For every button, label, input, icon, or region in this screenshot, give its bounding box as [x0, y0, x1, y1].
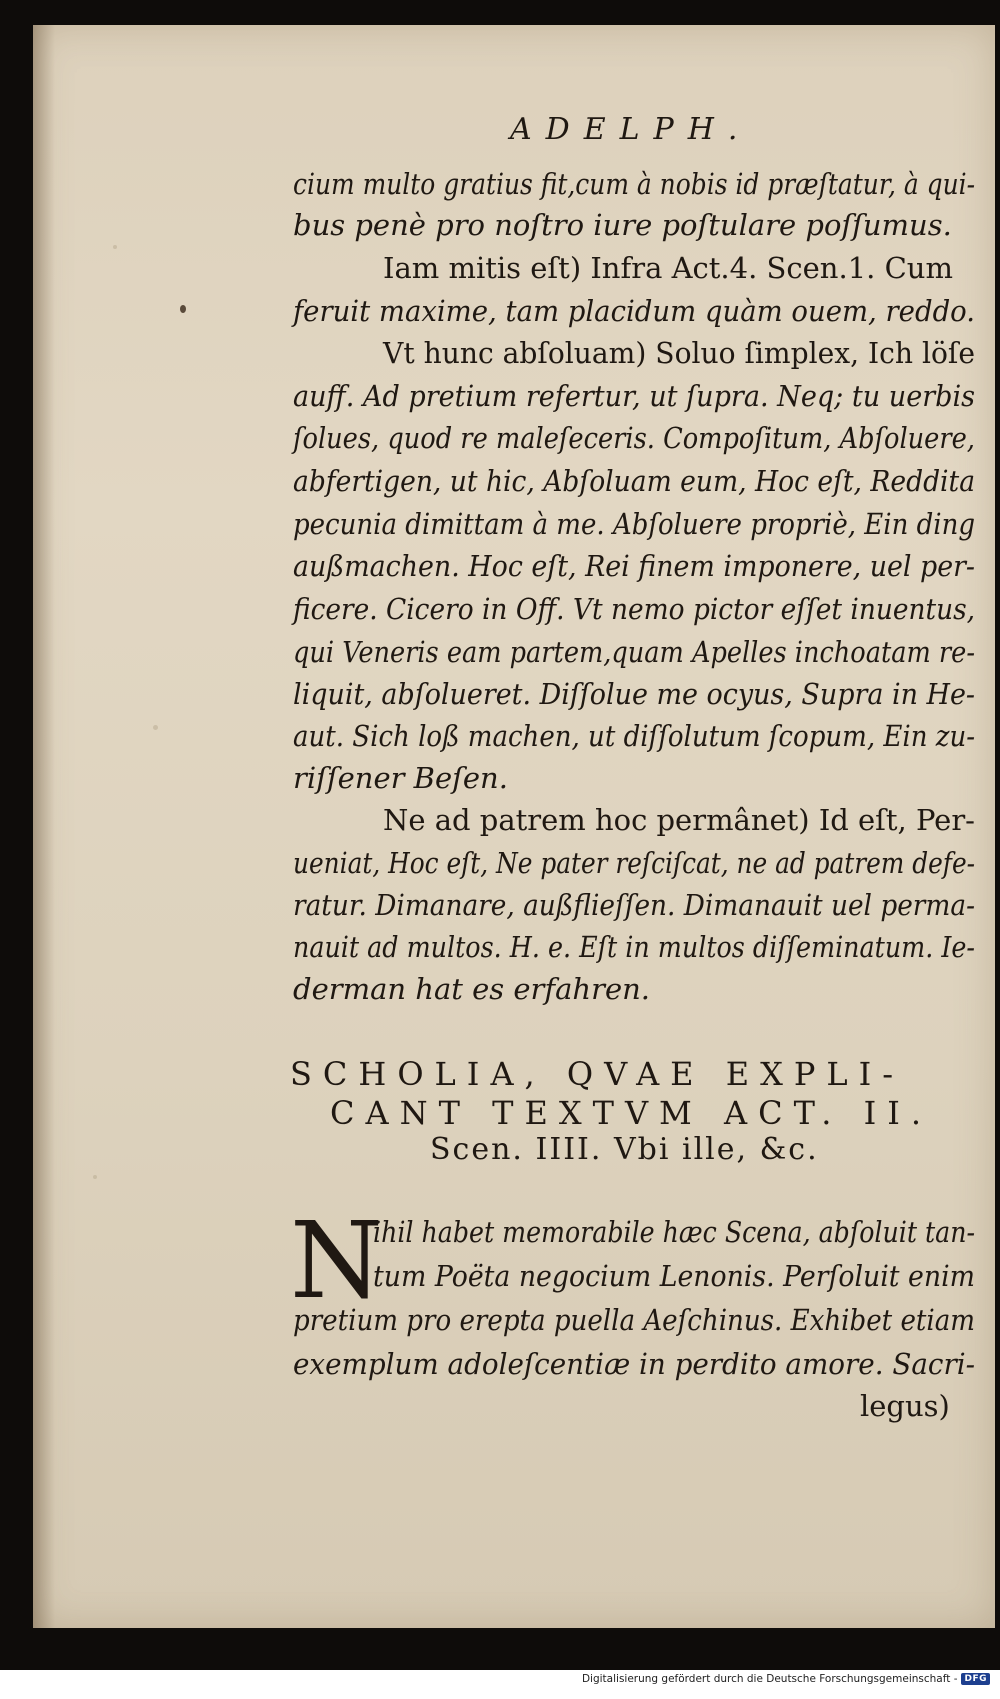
text-line: liquit, abſolueret. Diſſolue me ocyus, Supra in He-	[293, 677, 976, 711]
text-line: ficere. Cicero in Off. Vt nemo pictor eſſet inuentus,	[293, 592, 976, 626]
text-line: riſſener Beſen.	[293, 761, 508, 795]
text-line: Iam mitis eſt) Infra Act.4. Scen.1. Cum	[383, 251, 953, 285]
paper-speck	[93, 1175, 97, 1179]
text-line: nauit ad multos. H. e. Eſt in multos diſſeminatum. Ie-	[293, 930, 975, 964]
text-line: auff. Ad pretium refertur, ut ſupra. Neq; tu uerbis	[293, 379, 976, 413]
text-line: feruit maxime, tam placidum quàm ouem, reddo.	[293, 294, 975, 328]
running-head: ADELPH.	[510, 112, 752, 147]
section-heading-line: SCHOLIA, QVAE EXPLI-	[290, 1055, 905, 1093]
text-line: aut. Sich loß machen, ut diſſolutum ſcopum, Ein zu-	[293, 719, 976, 753]
section-heading-line: Scen. IIII. Vbi ille, &c.	[430, 1132, 819, 1167]
paper-speck	[153, 725, 158, 730]
text-line: ueniat, Hoc eſt, Ne pater reſciſcat, ne ad patrem defe-	[293, 846, 976, 880]
dfg-logo: DFG	[961, 1673, 990, 1685]
text-line: cium multo gratius fit,cum à nobis id præſtatur, à qui-	[293, 167, 976, 201]
catchword: legus)	[860, 1389, 950, 1423]
digitization-credit	[582, 1673, 990, 1685]
text-line: abfertigen, ut hic, Abſoluam eum, Hoc eſt, Reddita	[293, 464, 976, 498]
text-line: qui Veneris eam partem,quam Apelles inchoatam re-	[293, 635, 975, 669]
text-line: pretium pro erepta puella Aeſchinus. Exhibet etiam	[293, 1303, 976, 1337]
text-line: Ne ad patrem hoc permânet) Id eſt, Per-	[383, 803, 975, 837]
text-line: bus penè pro noſtro iure poſtulare poſſumus.	[293, 208, 952, 242]
text-line: ratur. Dimanare, außflieſſen. Dimanauit uel perma-	[293, 888, 975, 922]
page-gutter-shadow	[33, 25, 55, 1628]
text-line: ſolues, quod re maleſeceris. Compoſitum, Abſoluere,	[293, 421, 975, 455]
ink-mark	[180, 305, 186, 313]
paper-speck	[113, 245, 117, 249]
text-line: ihil habet memorabile hæc Scena, abſoluit tan-	[373, 1215, 976, 1249]
text-line: außmachen. Hoc eſt, Rei finem imponere, uel per-	[293, 549, 975, 583]
text-line: derman hat es erfahren.	[293, 972, 651, 1006]
drop-cap: N	[290, 1199, 383, 1322]
text-line: tum Poëta negocium Lenonis. Perſoluit enim	[373, 1259, 975, 1293]
section-heading-line: CANT TEXTVM ACT. II.	[330, 1094, 933, 1132]
text-line: pecunia dimittam à me. Abſoluere propriè, Ein ding	[293, 507, 976, 541]
text-line: Vt hunc abſoluam) Soluo ſimplex, Ich löſe	[383, 336, 975, 370]
text-line: exemplum adoleſcentiæ in perdito amore. Sacri-	[293, 1347, 976, 1381]
credit-text: Digitalisierung gefördert durch die Deutsche Forschungsgemeinschaft -	[581, 1673, 958, 1685]
